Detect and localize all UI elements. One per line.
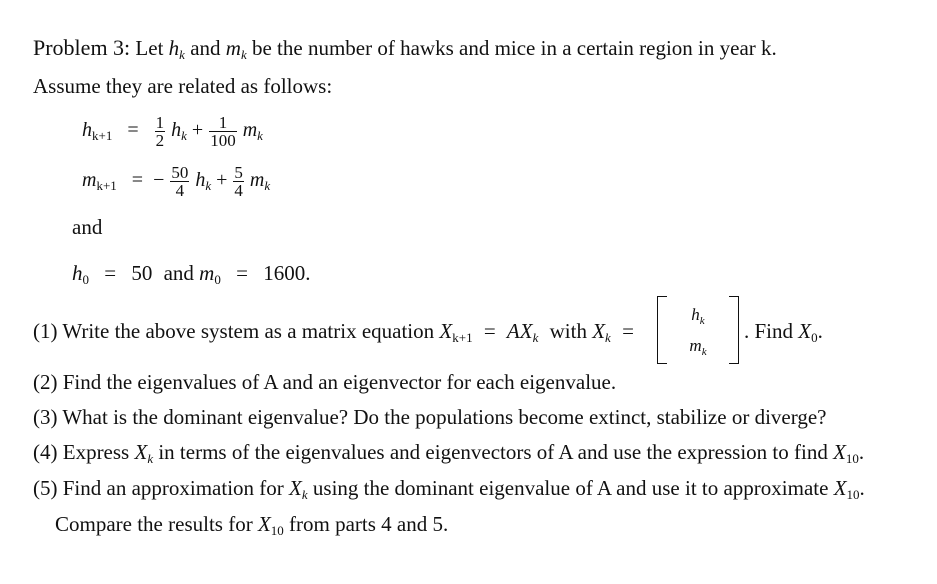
part-4: (4) Express Xk in terms of the eigenvalues and eigenvectors of A and use the expression to find X10. [33, 440, 865, 466]
part-1: (1) Write the above system as a matrix equation Xk+1 = AXk with Xk = [33, 319, 634, 345]
part-5-compare: Compare the results for X10 from parts 4 and 5. [55, 512, 449, 538]
problem-statement-line1 [33, 35, 777, 61]
fraction-one-half: $\frac{1}{2}$ [155, 113, 165, 150]
problem-statement-line2: Assume they are related as follows: [33, 74, 333, 98]
right-bracket [729, 296, 739, 364]
var-h-k: hk [168, 36, 185, 62]
matrix-entry-m: $m_k$ [689, 336, 707, 358]
fraction-fifty-quarters: $\frac{50}{4}$ [171, 163, 189, 200]
and-word: and [72, 215, 103, 239]
equation-hawks: $h_{k+1}$ = $\frac{1}{2}$ $h_k$ + $\frac{1}{100}$ $m_k$ [82, 113, 263, 150]
part-5: (5) Find an approximation for Xk using the dominant eigenvalue of A and use it to approximate X10. [33, 476, 865, 502]
intro-let: Let [135, 36, 164, 60]
initial-conditions: h0 = 50 and m0 = 1600. [72, 261, 311, 287]
part-1-find: . Find X0. [744, 319, 823, 345]
equation-mice: $m_{k+1}$ = − $\frac{50}{4}$ $h_k$ + $\frac{5}{4}$ $m_k$ [82, 163, 271, 200]
var-m-k: mk [225, 36, 247, 62]
part-2: (2) Find the eigenvalues of A and an eigenvector for each eigenvalue. [33, 370, 617, 394]
fraction-one-hundredth: $\frac{1}{100}$ [210, 113, 236, 150]
column-vector-matrix [657, 296, 739, 364]
matrix-entry-h: $h_k$ [691, 305, 705, 327]
intro-rest: be the number of hawks and mice in a certain region in year k. [251, 36, 777, 60]
problem-label: Problem 3: [33, 35, 131, 60]
intro-and: and [190, 36, 221, 60]
part-3: (3) What is the dominant eigenvalue? Do the populations become extinct, stabilize or diverge? [33, 405, 827, 429]
fraction-five-quarters: $\frac{5}{4}$ [234, 163, 243, 200]
